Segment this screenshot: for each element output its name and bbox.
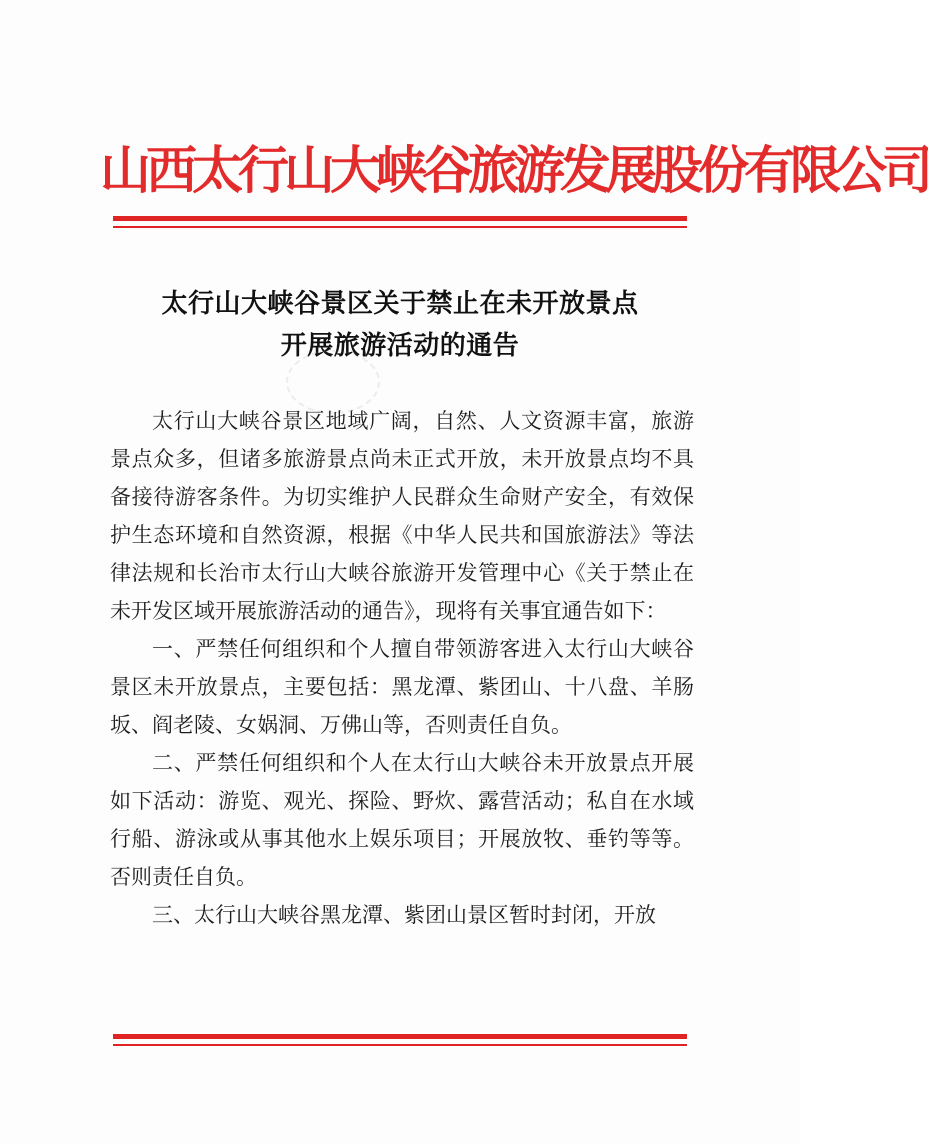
document-body	[110, 402, 694, 934]
header-rule-thin	[113, 226, 687, 228]
organization-letterhead: 山西太行山大峡谷旅游发展股份有限公司	[100, 141, 928, 201]
body-paragraph-item-3: 三、太行山大峡谷黑龙潭、紫团山景区暂时封闭，开放	[152, 903, 656, 927]
footer-rule-thin	[113, 1044, 687, 1046]
body-paragraph-item-1: 一、严禁任何组织和个人擅自带领游客进入太行山大峡谷景区未开放景点，主要包括：黑龙潭、紫团山、十八盘、羊肠坂、阎老陵、女娲洞、万佛山等，否则责任自负。	[110, 637, 694, 737]
header-rule-thick	[113, 216, 687, 221]
footer-rule-thick	[113, 1034, 687, 1039]
document-title	[80, 283, 720, 367]
title-line-1: 太行山大峡谷景区关于禁止在未开放景点	[161, 289, 639, 319]
body-paragraph-item-2: 二、严禁任何组织和个人在太行山大峡谷未开放景点开展如下活动：游览、观光、探险、野炊、露营活动；私自在水域行船、游泳或从事其他水上娱乐项目；开展放牧、垂钓等等。否则责任自负。	[110, 751, 694, 889]
title-line-2: 开展旅游活动的通告	[280, 331, 520, 361]
body-paragraph-intro: 太行山大峡谷景区地域广阔，自然、人文资源丰富，旅游景点众多，但诸多旅游景点尚未正式开放，未开放景点均不具备接待游客条件。为切实维护人民群众生命财产安全，有效保护生态环境和自然资源，根据《中华人民共和国旅游法》等法律法规和长治市太行山大峡谷旅游开发管理中心《关于禁止在未开发区域开展旅游活动的通告》，现将有关事宜通告如下：	[110, 409, 694, 623]
